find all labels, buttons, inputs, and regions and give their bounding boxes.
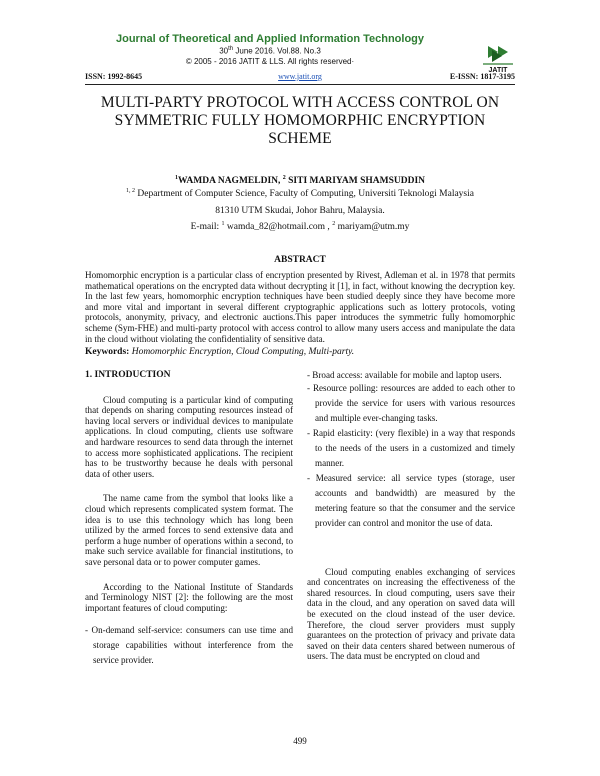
date-day: 30 [219,46,229,56]
feature-bullet: - Rapid elasticity: (very flexible) in a way that responds to the needs of the users in a customized and timely manner. [307,427,515,468]
paragraph: According to the National Institute of Standards and Terminology NIST [2]: the following are the most important features of cloud computing: [85,581,293,613]
author-name: WAMDA NAGMELDIN, [177,176,283,186]
journal-website-link[interactable]: www.jatit.org [278,72,322,81]
email-sup: 1 [221,220,225,227]
feature-bullet: - On-demand self-service: consumers can use time and storage capabilities without interference from the service provider. [85,625,293,666]
title-line: SYMMETRIC FULLY HOMOMORPHIC ENCRYPTION [114,112,486,129]
journal-title: Journal of Theoretical and Applied Information Technology [115,33,425,45]
feature-bullet: - Broad access: available for mobile and laptop users. [307,370,502,380]
email-address[interactable]: wamda_82@hotmail.com , [224,222,333,232]
jatit-logo-icon [480,44,516,74]
keywords [85,347,515,357]
date-rest: June 2016. Vol.88. No.3 [233,46,321,56]
author-name: SITI MARIYAM SHAMSUDDIN [285,176,426,186]
email-sup: 2 [332,220,336,227]
paragraph: Cloud computing is a particular kind of computing that depends on sharing computing resources instead of having local servers or individual devices to manipulate applications. In cloud computing, clients use software and hardware resources to send data through the internet to access more sophisticated applications. The recipient has to be trustworthy because he deals with personal data of other users. [85,394,293,479]
email-address[interactable]: mariyam@utm.my [335,222,410,232]
feature-bullet: - Measured service: all service types (storage, user accounts and bandwidth) are measured by the metering feature so that the consumer and the service provider can control and monitor the use of data. [307,472,515,528]
feature-bullet: - Resource polling: resources are added to each other to provide the service for users with various resources and multiple ever-changing tasks. [307,382,515,423]
author-list [85,176,515,186]
title-line: MULTI-PARTY PROTOCOL WITH ACCESS CONTROL ON [100,94,500,111]
address: 81310 UTM Skudai, Johor Bahru, Malaysia. [215,206,385,216]
issn-electronic: E-ISSN: 1817-3195 [449,72,515,81]
author-sup: 2 [282,174,286,181]
paragraph: The name came from the symbol that looks like a cloud which represents complicated system format. The idea is to use this technology which has long been utilized by the armed forces to send extensive data and perform a huge number of operations within a second, to make such service available for financial institutions, to save personal data or to power computer games. [85,493,293,567]
abstract-text: Homomorphic encryption is a particular class of encryption presented by Rivest, Adleman et al. in 1978 that permits mathematical operations on the encrypted data without decrypting it [1], in fact, without knowing the decryption key. In the last few years, homomorphic encryption techniques have been studied deeply since they have become more and more vital and important in several different cryptographic applications such as lottery protocols, voting protocols, anonymity, privacy, and electronic auctions.This paper introduces the symmetric fully homomorphic scheme (Sym-FHE) and multi-party protocol with access control to allow many users access and manipulate the data in the cloud without violating the confidentiality of sensitive data. [85,270,515,344]
title-line: SCHEME [268,130,332,147]
author-sup: 1 [174,174,178,181]
logo-text: JATIT [488,67,508,74]
affiliation-text: Department of Computer Science, Faculty of Computing, Universiti Teknologi Malaysia [135,189,474,199]
issn-print: ISSN: 1992-8645 [85,72,143,81]
left-column [85,370,293,668]
email-label: E-mail: [190,222,222,232]
page-number: 499 [293,736,307,746]
date-ordinal: th [228,46,234,52]
section-heading: 1. INTRODUCTION [85,370,171,380]
abstract-heading: ABSTRACT [274,255,326,265]
paragraph: Cloud computing enables exchanging of services and concentrates on increasing the effectiveness of the shared resources. In cloud computing, users save their data in the cloud, and any operation on saved data will be executed on the cloud instead of the user device. Therefore, the cloud server providers must supply guarantees on the protection of privacy and private data saved on their data centers shared between numerous of users. The data must be encrypted on cloud and [307,566,515,662]
affiliation-sup: 1, 2 [126,187,135,194]
copyright-notice: © 2005 - 2016 JATIT & LLS. All rights reserved· [185,57,355,66]
keywords-label: Keywords: [85,347,130,357]
keywords-list: Homomorphic Encryption, Cloud Computing, Multi-party. [129,347,355,357]
email-line [85,222,515,232]
header-divider [85,84,515,85]
right-column [307,370,515,662]
issue-date [60,46,480,56]
paper-title [85,94,515,148]
affiliation [85,189,515,199]
issn-row [85,72,515,84]
